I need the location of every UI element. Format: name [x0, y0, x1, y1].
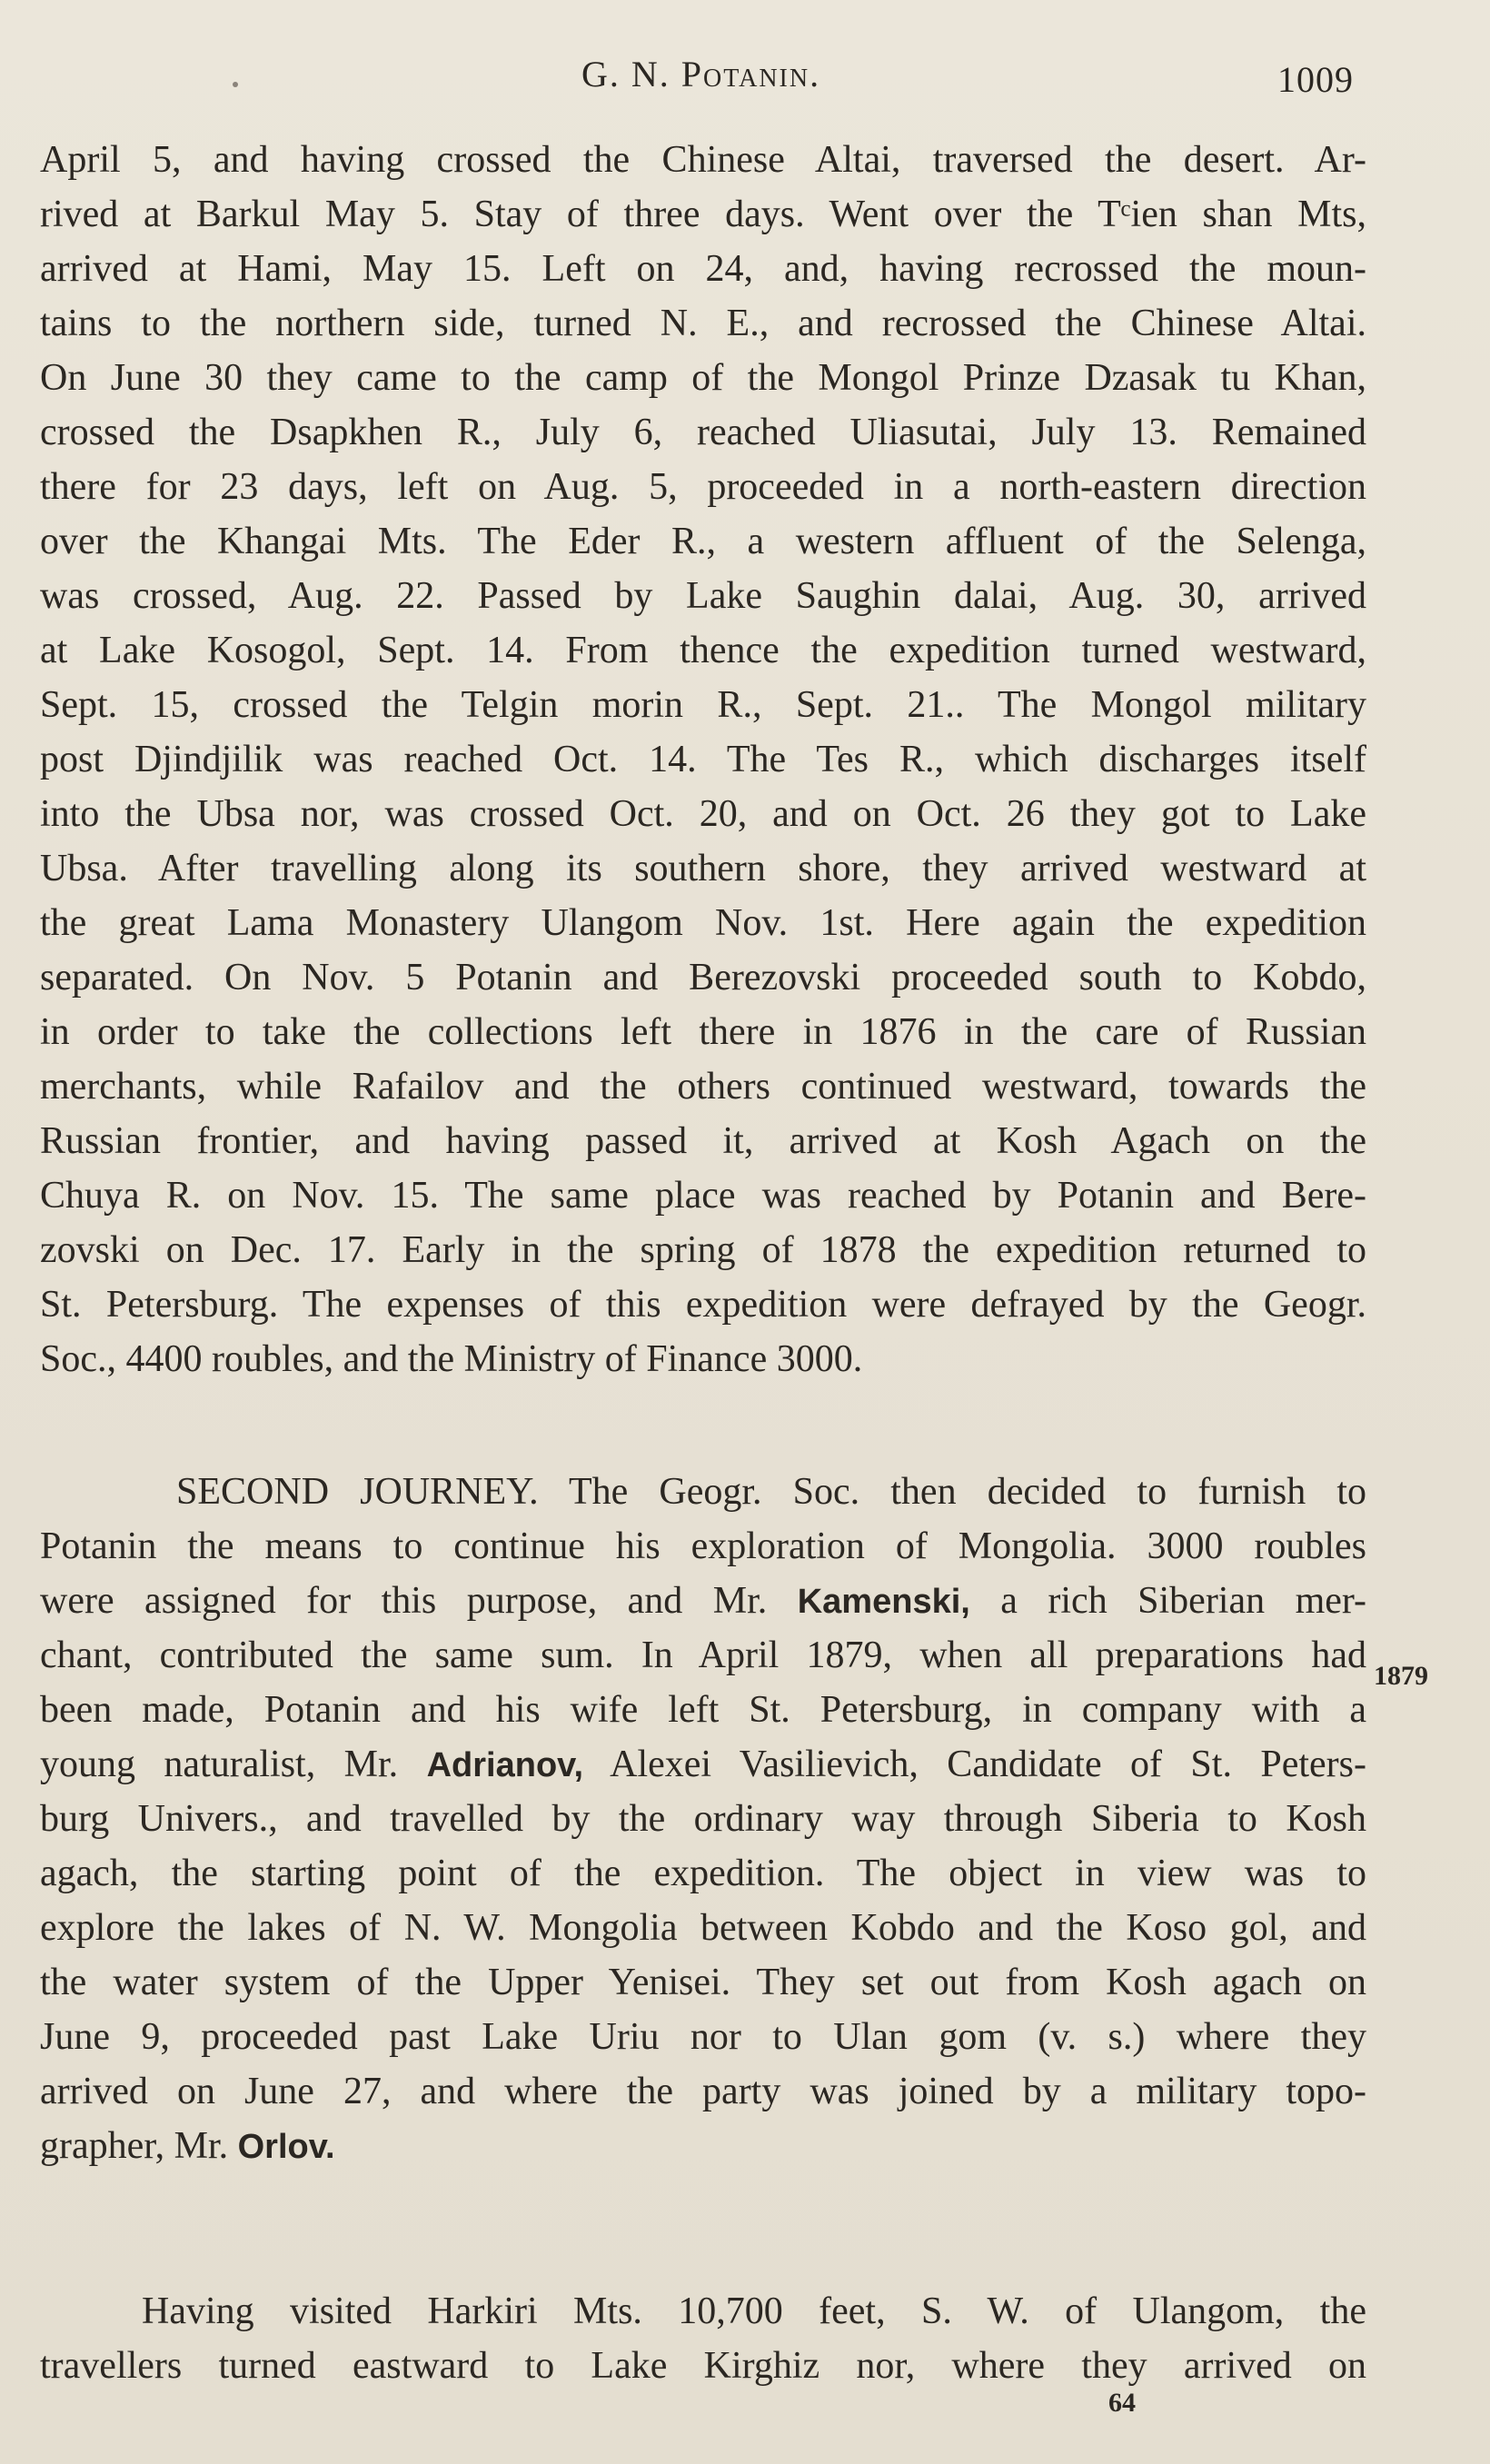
- text-line: arrived at Hami, May 15. Left on 24, and, having recrossed the moun-: [40, 248, 1366, 290]
- text-line: Sept. 15, crossed the Telgin morin R., Sept. 21.. The Mongol military: [40, 684, 1366, 726]
- text-line: explore the lakes of N. W. Mongolia between Kobdo and the Koso gol, and: [40, 1907, 1366, 1949]
- text-line: arrived on June 27, and where the party was joined by a military topo-: [40, 2071, 1366, 2112]
- text-line: rived at Barkul May 5. Stay of three days. Went over the Tᶜien shan Mts,: [40, 194, 1366, 235]
- text-line: SECOND JOURNEY. The Geogr. Soc. then decided to furnish to: [176, 1471, 1366, 1513]
- text-line: crossed the Dsapkhen R., July 6, reached Uliasutai, July 13. Remained: [40, 412, 1366, 453]
- paragraph-harkiri: [40, 2284, 1366, 2393]
- line-text: young naturalist, Mr.: [40, 1744, 399, 1785]
- line-text: grapher, Mr.: [40, 2125, 229, 2167]
- line-text: were assigned for this purpose, and Mr.: [40, 1580, 768, 1622]
- ink-speck: [233, 82, 238, 87]
- text-line: merchants, while Rafailov and the others continued westward, towards the: [40, 1066, 1366, 1108]
- text-line: Chuya R. on Nov. 15. The same place was reached by Potanin and Bere-: [40, 1175, 1366, 1217]
- text-line: burg Univers., and travelled by the ordinary way through Siberia to Kosh: [40, 1798, 1366, 1840]
- page-number: 1009: [1277, 59, 1354, 100]
- text-line: chant, contributed the same sum. In April 1879, when all preparations had: [40, 1634, 1366, 1676]
- person-name: Orlov.: [237, 2128, 335, 2166]
- text-line: been made, Potanin and his wife left St. Petersburg, in company with a: [40, 1689, 1366, 1731]
- margin-year-note: 1879: [1374, 1661, 1428, 1691]
- text-line: there for 23 days, left on Aug. 5, proceeded in a north-eastern direction: [40, 466, 1366, 508]
- paragraph-first: [40, 133, 1366, 1386]
- signature-mark: 64: [1108, 2388, 1136, 2418]
- paragraph-second-journey: [40, 1465, 1366, 2173]
- text-line: April 5, and having crossed the Chinese Altai, traversed the desert. Ar-: [40, 139, 1366, 181]
- text-line: post Djindjilik was reached Oct. 14. The Tes R., which discharges itself: [40, 739, 1366, 780]
- text-line: Having visited Harkiri Mts. 10,700 feet, S. W. of Ulangom, the: [142, 2290, 1366, 2332]
- text-line: [40, 1737, 1366, 1792]
- text-line: into the Ubsa nor, was crossed Oct. 20, and on Oct. 26 they got to Lake: [40, 793, 1366, 835]
- text-line: the great Lama Monastery Ulangom Nov. 1st. Here again the expedition: [40, 902, 1366, 944]
- person-name: Kamenski,: [797, 1583, 970, 1621]
- text-line: was crossed, Aug. 22. Passed by Lake Saughin dalai, Aug. 30, arrived: [40, 575, 1366, 617]
- text-line: travellers turned eastward to Lake Kirghiz nor, where they arrived on: [40, 2345, 1366, 2387]
- text-line: [40, 2119, 1366, 2173]
- text-line: at Lake Kosogol, Sept. 14. From thence the expedition turned westward,: [40, 630, 1366, 671]
- page-header: [0, 53, 1490, 107]
- text-line: zovski on Dec. 17. Early in the spring of 1878 the expedition returned to: [40, 1229, 1366, 1271]
- person-name: Adrianov,: [426, 1746, 584, 1784]
- text-line: Russian frontier, and having passed it, arrived at Kosh Agach on the: [40, 1120, 1366, 1162]
- text-line: in order to take the collections left there in 1876 in the care of Russian: [40, 1011, 1366, 1053]
- text-line: Ubsa. After travelling along its southern shore, they arrived westward at: [40, 848, 1366, 889]
- text-line: the water system of the Upper Yenisei. They set out from Kosh agach on: [40, 1962, 1366, 2003]
- text-line: Soc., 4400 roubles, and the Ministry of Finance 3000.: [40, 1338, 863, 1380]
- text-line: Potanin the means to continue his exploration of Mongolia. 3000 roubles: [40, 1525, 1366, 1567]
- text-line: On June 30 they came to the camp of the Mongol Prinze Dzasak tu Khan,: [40, 357, 1366, 399]
- line-text: a rich Siberian mer-: [1000, 1580, 1367, 1622]
- text-line: St. Petersburg. The expenses of this expedition were defrayed by the Geogr.: [40, 1284, 1366, 1326]
- text-line: June 9, proceeded past Lake Uriu nor to Ulan gom (v. s.) where they: [40, 2016, 1366, 2058]
- text-line: separated. On Nov. 5 Potanin and Berezovski proceeded south to Kobdo,: [40, 957, 1366, 999]
- line-text: Alexei Vasilievich, Candidate of St. Peters-: [610, 1744, 1366, 1785]
- text-line: [40, 1574, 1366, 1628]
- running-head: G. N. Potanin.: [581, 54, 821, 94]
- text-line: over the Khangai Mts. The Eder R., a western affluent of the Selenga,: [40, 521, 1366, 562]
- text-line: agach, the starting point of the expedition. The object in view was to: [40, 1853, 1366, 1894]
- text-line: tains to the northern side, turned N. E., and recrossed the Chinese Altai.: [40, 303, 1366, 344]
